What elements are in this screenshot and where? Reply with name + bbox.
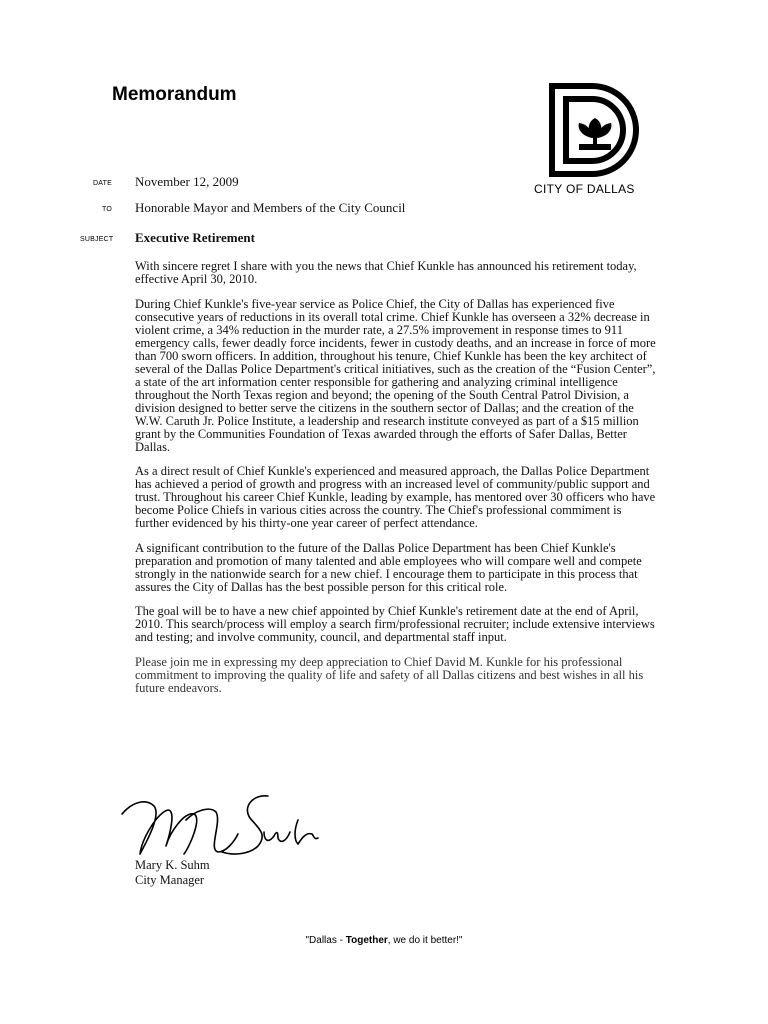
- body-paragraph: As a direct result of Chief Kunkle's experienced and measured approach, the Dallas Police Department has achieved a period of growth and progress with an increased level of community/public support and trust. Throughout his career Chief Kunkle, leading by example, has mentored over 30 officers who have become Police Chiefs in various cities across the country. The Chief's professional commiment is further evidenced by his thirty-one year career of perfect attendance.: [135, 464, 656, 530]
- memo-body: [135, 260, 657, 706]
- body-paragraph: Please join me in expressing my deep appreciation to Chief David M. Kunkle for his professional commitment to improving the quality of life and safety of all Dallas citizens and best wishes in all his future endeavors.: [135, 654, 644, 695]
- to-label: TO: [102, 206, 112, 213]
- body-paragraph: The goal will be to have a new chief appointed by Chief Kunkle's retirement date at the end of April, 2010. This search/process will employ a search firm/professional recruiter; include extensive interviews and testing; and involve community, council, and departmental staff input.: [135, 604, 655, 644]
- city-name: CITY OF DALLAS: [534, 182, 635, 196]
- footer-motto-emphasis: Together: [345, 935, 388, 946]
- date-value: November 12, 2009: [135, 174, 239, 189]
- body-paragraph: During Chief Kunkle's five-year service as Police Chief, the City of Dallas has experienced five consecutive years of reductions in its overall total crime. Chief Kunkle has overseen a 32% decrease in violent crime, a 34% reduction in the murder rate, a 27.5% improvement in response times to 911 emergency calls, fewer deadly force incidents, fewer in custody deaths, and an increase in force of more than 700 sworn officers. In addition, throughout his tenure, Chief Kunkle has been the key architect of several of the Dallas Police Department's critical initiatives, such as the creation of the “Fusion Center”, a state of the art information center responsible for gathering and analyzing criminal intelligence throughout the North Texas region and beyond; the opening of the South Central Patrol Division, a division designed to better serve the citizens in the southern sector of Dallas; and the creation of the W.W. Caruth Jr. Police Institute, a leadership and research institute conveyed as part of a $15 million grant by the Communities Foundation of Texas awarded through the efforts of Safer Dallas, Better Dallas.: [135, 296, 656, 454]
- signer-name: Mary K. Suhm: [135, 858, 210, 872]
- signer-title: City Manager: [135, 873, 205, 887]
- date-label: DATE: [93, 180, 112, 187]
- footer-motto-end: , we do it better!": [387, 935, 463, 946]
- body-paragraph: With sincere regret I share with you the news that Chief Kunkle has announced his retirement today, effective April 30, 2010.: [135, 259, 637, 286]
- subject-label: SUBJECT: [80, 236, 114, 243]
- city-of-dallas-logo-icon: [548, 82, 644, 178]
- memo-title: Memorandum: [112, 84, 237, 105]
- subject-value: Executive Retirement: [135, 230, 255, 245]
- to-value: Honorable Mayor and Members of the City Council: [135, 200, 406, 215]
- signer-block: [135, 858, 210, 888]
- footer-motto-start: "Dallas -: [305, 935, 346, 946]
- footer-motto: [0, 935, 768, 946]
- body-paragraph: A significant contribution to the future of the Dallas Police Department has been Chief Kunkle's preparation and promotion of many talented and able employees who will compare well and compete strongly in the nationwide search for a new chief. I encourage them to participate in this process that assures the City of Dallas has the best possible person for this critical role.: [135, 540, 642, 594]
